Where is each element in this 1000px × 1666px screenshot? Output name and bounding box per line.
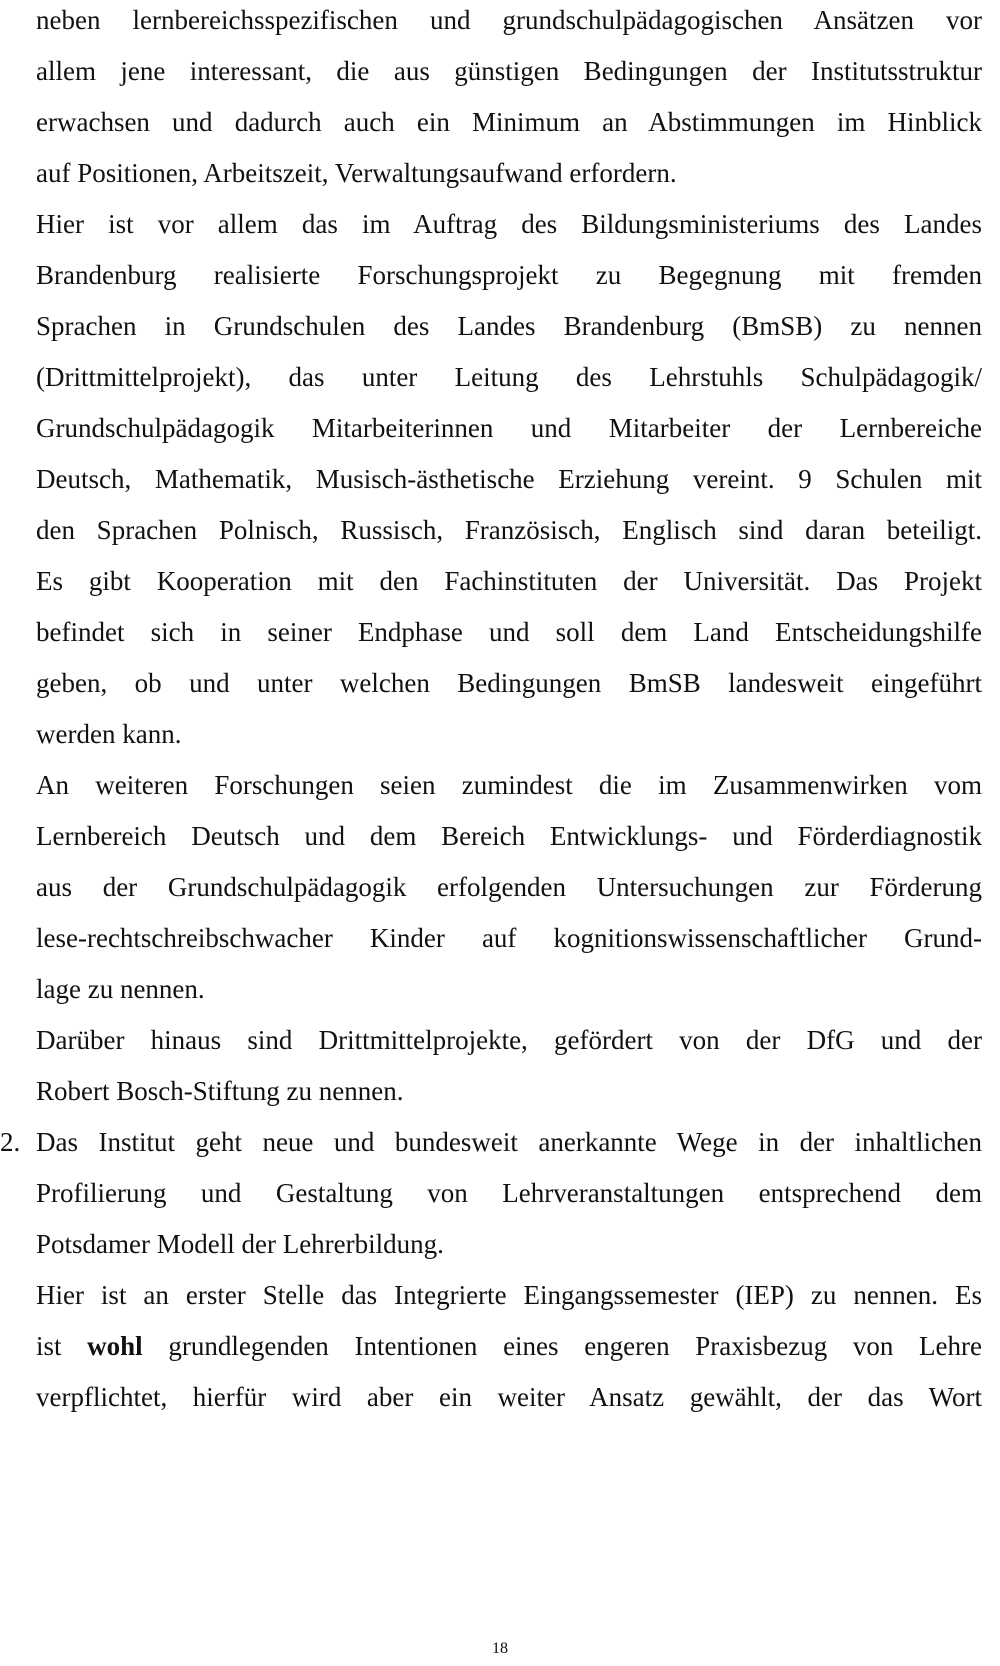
text-line: lage zu nennen. [36, 974, 205, 1004]
text-line: Profilierung und Gestaltung von Lehrveranstaltungen entsprechend dem [36, 1178, 982, 1208]
text-segment: grundlegenden Intentionen eines engeren Praxisbezug von Lehre [168, 1331, 983, 1361]
page-number: 18 [492, 1640, 508, 1657]
text-line: verpflichtet, hierfür wird aber ein weiter Ansatz gewählt, der das Wort [36, 1382, 982, 1412]
text-line: Brandenburg realisierte Forschungsprojekt zu Begegnung mit fremden [36, 260, 982, 290]
text-line: den Sprachen Polnisch, Russisch, Französisch, Englisch sind daran beteiligt. [36, 515, 982, 545]
text-segment: ist [36, 1331, 62, 1361]
text-line: geben, ob und unter welchen Bedingungen BmSB landesweit eingeführt [36, 668, 982, 698]
text-line: erwachsen und dadurch auch ein Minimum an Abstimmungen im Hinblick [36, 107, 982, 137]
text-line: neben lernbereichsspezifischen und grundschulpädagogischen Ansätzen vor [36, 5, 982, 35]
text-line: Potsdamer Modell der Lehrerbildung. [36, 1229, 444, 1259]
text-line: Lernbereich Deutsch und dem Bereich Entwicklungs- und Förderdiagnostik [36, 821, 982, 851]
list-number: 2. [0, 1127, 21, 1157]
text-line: (Drittmittelprojekt), das unter Leitung des Lehrstuhls Schulpädagogik/ [36, 362, 982, 392]
text-line-with-bold [36, 1326, 982, 1366]
text-line: An weiteren Forschungen seien zumindest die im Zusammenwirken vom [36, 770, 982, 800]
text-line: Es gibt Kooperation mit den Fachinstituten der Universität. Das Projekt [36, 566, 982, 596]
text-line: Deutsch, Mathematik, Musisch-ästhetische Erziehung vereint. 9 Schulen mit [36, 464, 982, 494]
text-line: Robert Bosch-Stiftung zu nennen. [36, 1076, 404, 1106]
text-line: Grundschulpädagogik Mitarbeiterinnen und Mitarbeiter der Lernbereiche [36, 413, 982, 443]
text-line: allem jene interessant, die aus günstigen Bedingungen der Institutsstruktur [36, 56, 982, 86]
text-line: aus der Grundschulpädagogik erfolgenden Untersuchungen zur Förderung [36, 872, 982, 902]
text-line: auf Positionen, Arbeitszeit, Verwaltungsaufwand erfordern. [36, 158, 677, 188]
text-line: Hier ist an erster Stelle das Integrierte Eingangssemester (IEP) zu nennen. Es [36, 1280, 982, 1310]
text-line: Darüber hinaus sind Drittmittelprojekte, gefördert von der DfG und der [36, 1025, 982, 1055]
text-line: lese-rechtschreibschwacher Kinder auf kognitionswissenschaftlicher Grund- [36, 923, 982, 953]
text-line: werden kann. [36, 719, 182, 749]
text-line: Hier ist vor allem das im Auftrag des Bildungsministeriums des Landes [36, 209, 982, 239]
list-item-line [0, 1122, 982, 1162]
text-line: befindet sich in seiner Endphase und soll dem Land Entscheidungshilfe [36, 617, 982, 647]
text-line: Sprachen in Grundschulen des Landes Brandenburg (BmSB) zu nennen [36, 311, 982, 341]
bold-word: wohl [87, 1331, 143, 1361]
list-item-text: Das Institut geht neue und bundesweit anerkannte Wege in der inhaltlichen [36, 1127, 982, 1157]
